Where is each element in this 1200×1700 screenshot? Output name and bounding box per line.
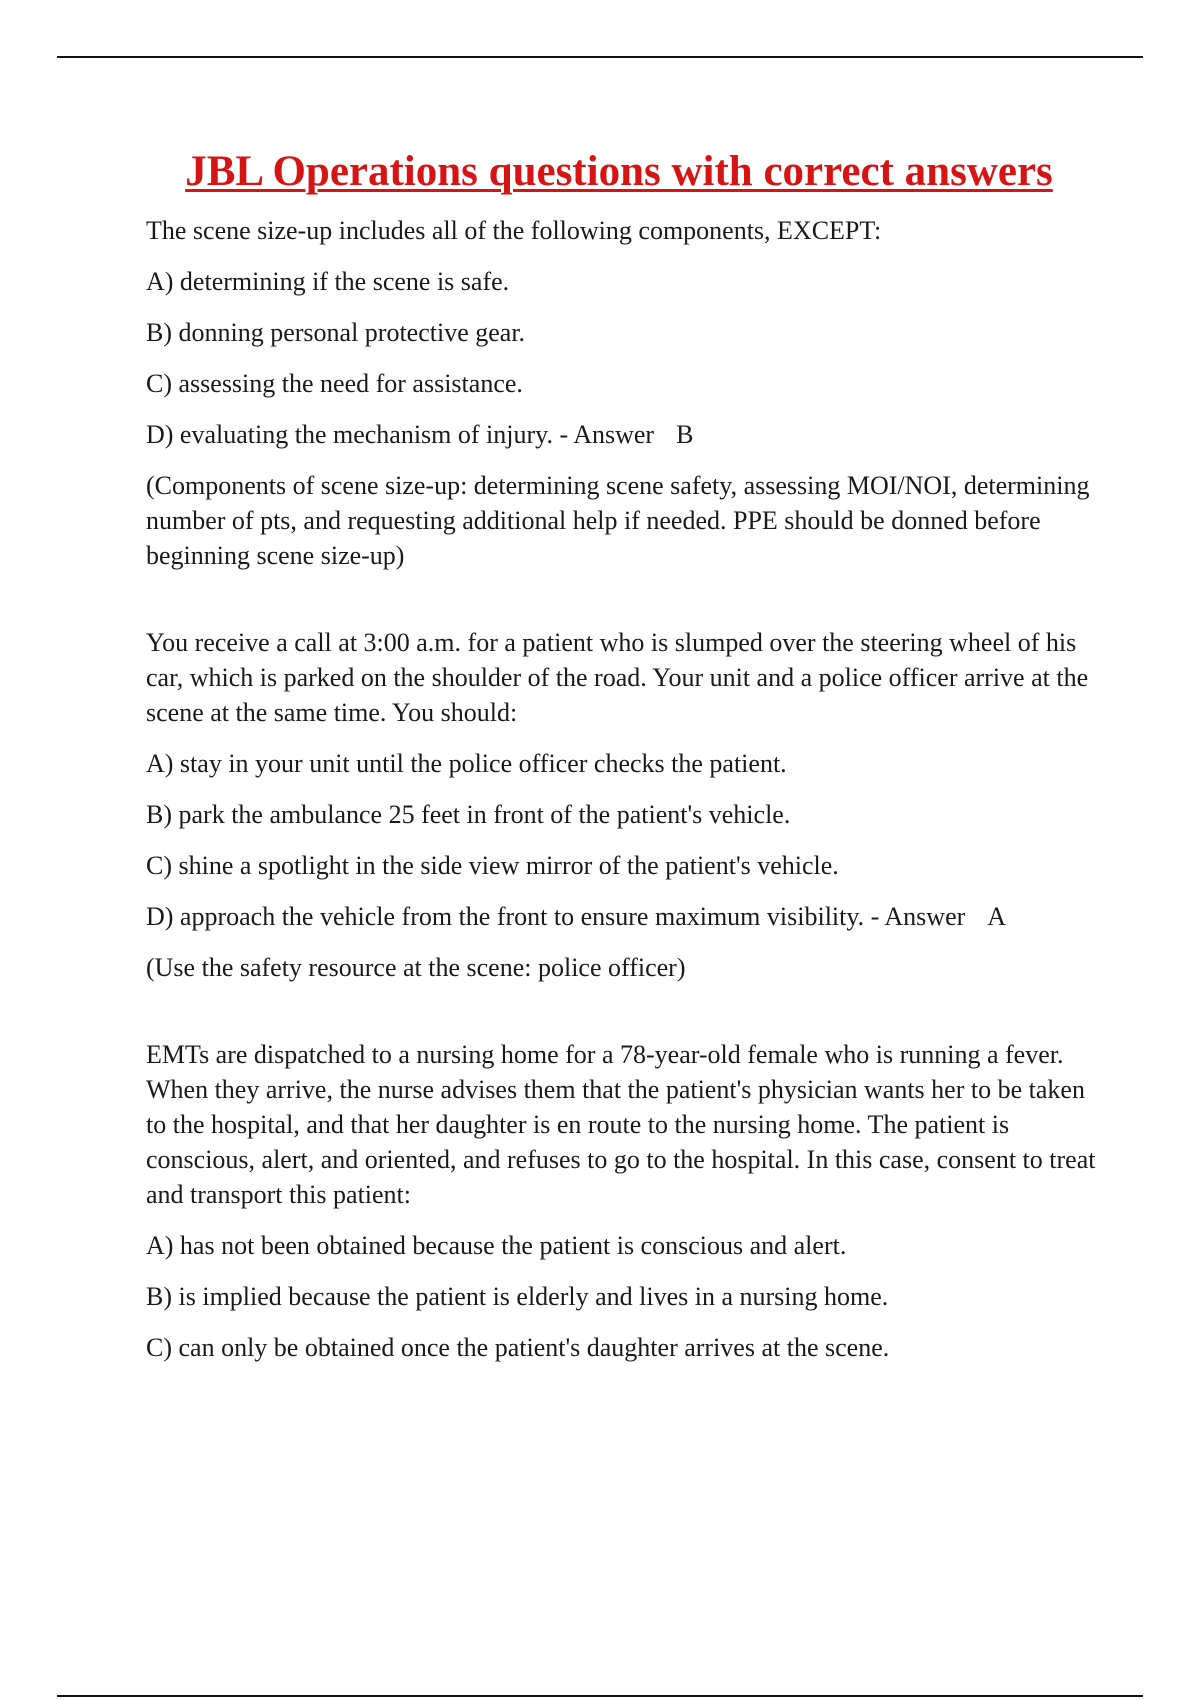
answer-explanation: (Components of scene size-up: determining scene safety, assessing MOI/NOI, determining number of pts, and requesting additional help if needed. PPE should be donned before beginning scene size-up): [146, 471, 1090, 570]
option-c: C) assessing the need for assistance.: [146, 369, 523, 398]
document-body: [146, 213, 1106, 1381]
option-a: A) determining if the scene is safe.: [146, 267, 510, 296]
question-stem: EMTs are dispatched to a nursing home for a 78-year-old female who is running a fever. When they arrive, the nurse advises them that the patient's physician wants her to be taken to the hospital, and that her daughter is en route to the nursing home. The patient is conscious, alert, and oriented, and refuses to go to the hospital. In this case, consent to treat and transport this patient:: [146, 1040, 1096, 1209]
option-d-text: D) evaluating the mechanism of injury. - Answer: [146, 420, 655, 449]
question-stem: You receive a call at 3:00 a.m. for a patient who is slumped over the steering wheel of his car, which is parked on the shoulder of the road. Your unit and a police officer arrive at the scene at the same time. You should:: [146, 628, 1089, 727]
option-d: [146, 899, 1106, 934]
answer-letter: A: [987, 902, 1007, 931]
option-d: [146, 417, 1106, 452]
option-b: B) is implied because the patient is elderly and lives in a nursing home.: [146, 1282, 889, 1311]
answer-letter: B: [676, 420, 694, 449]
option-b: B) donning personal protective gear.: [146, 318, 526, 347]
page-title: JBL Operations questions with correct answers: [185, 148, 1053, 195]
top-rule: [57, 56, 1143, 58]
question-2: [146, 625, 1106, 985]
option-c: C) can only be obtained once the patient's daughter arrives at the scene.: [146, 1333, 890, 1362]
question-3: [146, 1037, 1106, 1365]
question-stem: The scene size-up includes all of the following components, EXCEPT:: [146, 216, 882, 245]
bottom-rule: [57, 1695, 1143, 1697]
answer-explanation: (Use the safety resource at the scene: police officer): [146, 953, 686, 982]
option-d-text: D) approach the vehicle from the front to ensure maximum visibility. - Answer: [146, 902, 966, 931]
question-1: [146, 213, 1106, 573]
option-b: B) park the ambulance 25 feet in front of the patient's vehicle.: [146, 800, 791, 829]
option-a: A) stay in your unit until the police officer checks the patient.: [146, 749, 787, 778]
option-c: C) shine a spotlight in the side view mirror of the patient's vehicle.: [146, 851, 839, 880]
option-a: A) has not been obtained because the patient is conscious and alert.: [146, 1231, 847, 1260]
